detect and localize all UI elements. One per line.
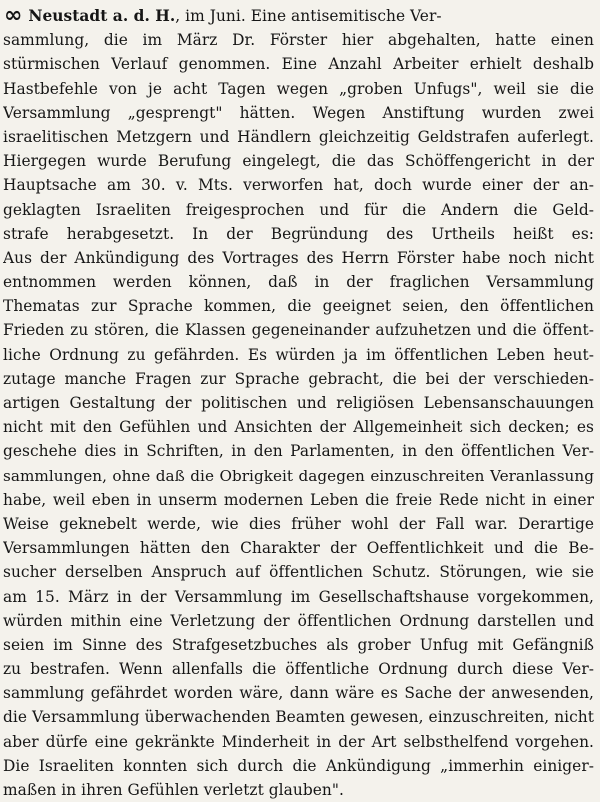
article-line: Weise geknebelt werde, wie dies früher wohl der Fall war. Derartige <box>3 514 594 533</box>
article-line: seien im Sinne des Strafgesetzbuches als grober Unfug mit Gefängniß <box>3 635 594 654</box>
article-line: sucher derselben Anspruch auf öffentlichen Schutz. Störungen, wie sie <box>3 563 594 582</box>
article-line: Die Israeliten konnten sich durch die Ankündigung „immerhin einiger- <box>3 756 594 775</box>
article-line: liche Ordnung zu gefährden. Es würden ja im öffentlichen Leben heut- <box>3 345 594 364</box>
article-line: am 15. März in der Versammlung im Gesellschaftshause vorgekommen, <box>3 587 594 606</box>
article-line: strafe herabgesetzt. In der Begründung des Urtheils heißt es: <box>3 224 594 243</box>
article-line: aber dürfe eine gekränkte Minderheit in der Art selbsthelfend vorgehen. <box>3 732 594 751</box>
article-line: Hiergegen wurde Berufung eingelegt, die das Schöffengericht in der <box>3 152 594 171</box>
article-line: entnommen werden können, daß in der fraglichen Versammlung <box>3 273 594 292</box>
article-line: habe, weil eben in unserm modernen Leben die freie Rede nicht in einer <box>3 490 594 509</box>
article-line: sammlung gefährdet worden wäre, dann wäre es Sache der anwesenden, <box>3 684 594 703</box>
article-line-text: , im Juni. Eine antisemitische Ver- <box>175 7 442 25</box>
article-line: würden mithin eine Verletzung der öffentlichen Ordnung darstellen und <box>3 611 594 630</box>
article-line: stürmischen Verlauf genommen. Eine Anzahl Arbeiter erhielt deshalb <box>3 55 594 74</box>
article-line: Thematas zur Sprache kommen, die geeignet seien, den öffentlichen <box>3 297 594 316</box>
article-line-final: maßen in ihren Gefühlen verletzt glauben". <box>3 781 344 799</box>
article-line-1 <box>3 4 594 28</box>
article-line: geklagten Israeliten freigesprochen und für die Andern die Geld- <box>3 200 594 219</box>
article-line: sammlungen, ohne daß die Obrigkeit dagegen einzuschreiten Veranlassung <box>3 466 594 485</box>
article-line: artigen Gestaltung der politischen und religiösen Lebensanschauungen <box>3 394 594 412</box>
article-line: Aus der Ankündigung des Vortrages des Herrn Förster habe noch nicht <box>3 248 594 267</box>
article-line: zu bestrafen. Wenn allenfalls die öffentliche Ordnung durch diese Ver- <box>3 660 594 679</box>
article-line: sammlung, die im März Dr. Förster hier abgehalten, hatte einen <box>3 31 594 50</box>
article-line: Hauptsache am 30. v. Mts. verworfen hat, doch wurde einer der an- <box>3 176 594 195</box>
article-line: die Versammlung überwachenden Beamten gewesen, einzuschreiten, nicht <box>3 708 594 727</box>
article-line: Hastbefehle von je acht Tagen wegen „groben Unfugs", weil sie die <box>3 79 594 98</box>
lemniscate-mark-icon: ∞ <box>4 4 23 28</box>
article-line: Frieden zu stören, die Klassen gegeneinander aufzuhetzen und die öffent- <box>3 321 594 340</box>
article-line: Versammlung „gesprengt" hätten. Wegen Anstiftung wurden zwei <box>3 103 594 122</box>
article-line: nicht mit den Gefühlen und Ansichten der Allgemeinheit sich decken; es <box>3 418 594 437</box>
news-article <box>3 4 594 802</box>
article-dateline: Neustadt a. d. H. <box>28 7 176 25</box>
article-line: zutage manche Fragen zur Sprache gebracht, die bei der verschieden- <box>3 369 594 388</box>
article-line: geschehe dies in Schriften, in den Parlamenten, in den öffentlichen Ver- <box>3 442 594 461</box>
article-line: israelitischen Metzgern und Händlern gleichzeitig Geldstrafen auferlegt. <box>3 127 594 146</box>
article-line: Versammlungen hätten den Charakter der Oeffentlichkeit und die Be- <box>3 539 594 558</box>
